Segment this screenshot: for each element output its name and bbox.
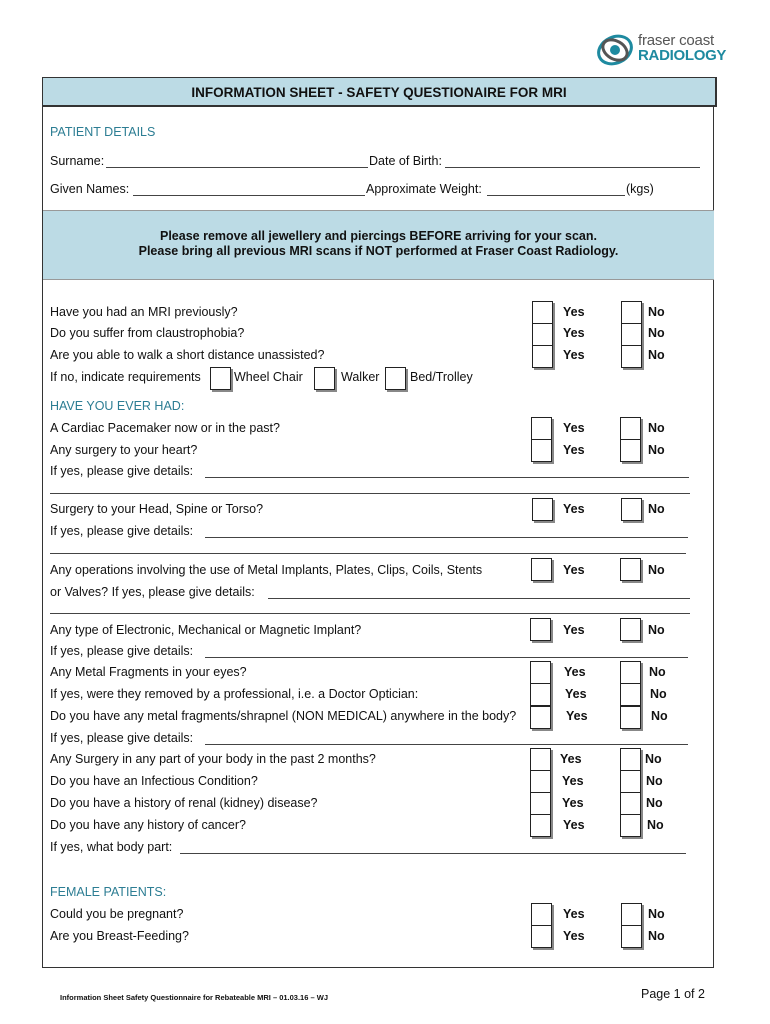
no-label: No [648, 563, 665, 577]
yes-label: Yes [563, 907, 585, 921]
surgery-2m-no-checkbox[interactable] [620, 748, 641, 771]
yes-label: Yes [564, 665, 586, 679]
yes-label: Yes [562, 774, 584, 788]
walker-checkbox[interactable] [314, 367, 335, 390]
details-field-1[interactable] [205, 477, 689, 478]
walk-yes-checkbox[interactable] [532, 345, 553, 368]
q-renal: Do you have a history of renal (kidney) disease? [50, 796, 318, 810]
no-label: No [650, 687, 667, 701]
q-cancer: Do you have any history of cancer? [50, 818, 246, 832]
q-head-spine-torso: Surgery to your Head, Spine or Torso? [50, 502, 264, 516]
details-label-5: If yes, please give details: [50, 731, 194, 745]
no-label: No [648, 623, 665, 637]
surgery-2m-yes-checkbox[interactable] [530, 748, 551, 771]
patient-details-heading: PATIENT DETAILS [50, 125, 156, 139]
details-label-1: If yes, please give details: [50, 464, 194, 478]
q-metal-implants-2: or Valves? If yes, please give details: [50, 585, 255, 599]
head-spine-no-checkbox[interactable] [621, 498, 642, 521]
q-pacemaker: A Cardiac Pacemaker now or in the past? [50, 421, 280, 435]
yes-label: Yes [563, 563, 585, 577]
renal-yes-checkbox[interactable] [530, 792, 551, 815]
no-label: No [647, 818, 664, 832]
surname-field[interactable] [106, 167, 368, 168]
q-electronic-implant: Any type of Electronic, Mechanical or Magnetic Implant? [50, 623, 362, 637]
yes-label: Yes [563, 326, 585, 340]
cancer-no-checkbox[interactable] [620, 814, 641, 837]
yes-label: Yes [563, 929, 585, 943]
logo-mark-icon [596, 30, 636, 70]
yes-label: Yes [563, 623, 585, 637]
no-label: No [651, 709, 668, 723]
q-metal-fragments-eyes: Any Metal Fragments in your eyes? [50, 665, 247, 679]
bed-trolley-label: Bed/Trolley [410, 370, 473, 384]
walk-no-checkbox[interactable] [621, 345, 642, 368]
details-field-2b[interactable] [50, 553, 686, 554]
heart-surgery-yes-checkbox[interactable] [531, 439, 552, 462]
body-part-field[interactable] [180, 853, 686, 854]
details-field-3b[interactable] [50, 613, 690, 614]
heart-surgery-no-checkbox[interactable] [620, 439, 641, 462]
head-spine-yes-checkbox[interactable] [532, 498, 553, 521]
claustrophobia-yes-checkbox[interactable] [532, 323, 553, 346]
shrapnel-yes-checkbox[interactable] [530, 706, 551, 729]
q-if-no-requirements: If no, indicate requirements [50, 370, 201, 384]
page-title: INFORMATION SHEET - SAFETY QUESTIONAIRE FOR MRI [42, 77, 717, 107]
q-pregnant: Could you be pregnant? [50, 907, 184, 921]
q-walk-unassisted: Are you able to walk a short distance unassisted? [50, 348, 325, 362]
pacemaker-yes-checkbox[interactable] [531, 417, 552, 440]
yes-label: Yes [563, 348, 585, 362]
details-field-2[interactable] [205, 537, 688, 538]
dob-label: Date of Birth: [369, 154, 442, 168]
body-part-label: If yes, what body part: [50, 840, 173, 854]
details-field-3[interactable] [268, 598, 690, 599]
logo-line2: RADIOLOGY [638, 47, 727, 64]
weight-field[interactable] [487, 195, 625, 196]
q-claustrophobia: Do you suffer from claustrophobia? [50, 326, 245, 340]
fragments-eyes-yes-checkbox[interactable] [530, 661, 551, 684]
given-names-label: Given Names: [50, 182, 130, 196]
q-metal-implants: Any operations involving the use of Metal Implants, Plates, Clips, Coils, Stents [50, 563, 483, 577]
bed-trolley-checkbox[interactable] [385, 367, 406, 390]
fragments-eyes-no-checkbox[interactable] [620, 661, 641, 684]
banner-line-2: Please bring all previous MRI scans if NOT performed at Fraser Coast Radiology. [138, 244, 619, 258]
no-label: No [649, 665, 666, 679]
no-label: No [648, 502, 665, 516]
pacemaker-no-checkbox[interactable] [620, 417, 641, 440]
weight-label: Approximate Weight: [366, 182, 482, 196]
removed-yes-checkbox[interactable] [530, 683, 551, 706]
no-label: No [648, 326, 665, 340]
details-label-2: If yes, please give details: [50, 524, 194, 538]
kgs-label: (kgs) [626, 182, 654, 196]
yes-label: Yes [560, 752, 582, 766]
implants-no-checkbox[interactable] [620, 558, 641, 581]
no-label: No [648, 348, 665, 362]
q-removed-by-professional: If yes, were they removed by a professional, i.e. a Doctor Optician: [50, 687, 419, 701]
no-label: No [648, 421, 665, 435]
q-breast-feeding: Are you Breast-Feeding? [50, 929, 189, 943]
electronic-no-checkbox[interactable] [620, 618, 641, 641]
wheelchair-label: Wheel Chair [234, 370, 303, 384]
yes-label: Yes [563, 305, 585, 319]
no-label: No [648, 929, 665, 943]
footer-reference: Information Sheet Safety Questionnaire for Rebateable MRI – 01.03.16 – WJ [60, 993, 328, 1002]
q-infectious: Do you have an Infectious Condition? [50, 774, 258, 788]
no-label: No [648, 907, 665, 921]
cancer-yes-checkbox[interactable] [530, 814, 551, 837]
yes-label: Yes [563, 421, 585, 435]
logo-line1: fraser coast [638, 32, 714, 49]
no-label: No [645, 752, 662, 766]
renal-no-checkbox[interactable] [620, 792, 641, 815]
pregnant-no-checkbox[interactable] [621, 903, 642, 926]
electronic-yes-checkbox[interactable] [530, 618, 551, 641]
wheelchair-checkbox[interactable] [210, 367, 231, 390]
surname-label: Surname: [50, 154, 105, 168]
breastfeeding-no-checkbox[interactable] [621, 925, 642, 948]
q-mri-previously: Have you had an MRI previously? [50, 305, 238, 319]
female-patients-heading: FEMALE PATIENTS: [50, 885, 167, 899]
mri-previously-yes-checkbox[interactable] [532, 301, 553, 324]
yes-label: Yes [563, 443, 585, 457]
q-surgery-2-months: Any Surgery in any part of your body in the past 2 months? [50, 752, 376, 766]
breastfeeding-yes-checkbox[interactable] [531, 925, 552, 948]
no-label: No [646, 796, 663, 810]
page-number: Page 1 of 2 [641, 987, 705, 1001]
yes-label: Yes [563, 502, 585, 516]
yes-label: Yes [566, 709, 588, 723]
details-field-5[interactable] [205, 744, 688, 745]
shrapnel-no-checkbox[interactable] [620, 706, 641, 729]
no-label: No [646, 774, 663, 788]
infectious-yes-checkbox[interactable] [530, 770, 551, 793]
q-shrapnel: Do you have any metal fragments/shrapnel (NON MEDICAL) anywhere in the body? [50, 709, 517, 723]
infectious-no-checkbox[interactable] [620, 770, 641, 793]
claustrophobia-no-checkbox[interactable] [621, 323, 642, 346]
ever-had-heading: HAVE YOU EVER HAD: [50, 399, 185, 413]
q-heart-surgery: Any surgery to your heart? [50, 443, 198, 457]
logo [596, 30, 728, 70]
given-names-field[interactable] [133, 195, 365, 196]
pregnant-yes-checkbox[interactable] [531, 903, 552, 926]
yes-label: Yes [565, 687, 587, 701]
removed-no-checkbox[interactable] [620, 683, 641, 706]
instructions-banner [43, 210, 714, 280]
yes-label: Yes [562, 796, 584, 810]
details-label-4: If yes, please give details: [50, 644, 194, 658]
mri-previously-no-checkbox[interactable] [621, 301, 642, 324]
details-field-1b[interactable] [50, 493, 690, 494]
dob-field[interactable] [445, 167, 700, 168]
no-label: No [648, 305, 665, 319]
details-field-4[interactable] [205, 657, 688, 658]
no-label: No [648, 443, 665, 457]
banner-line-1: Please remove all jewellery and piercings BEFORE arriving for your scan. [160, 229, 597, 243]
walker-label: Walker [341, 370, 380, 384]
implants-yes-checkbox[interactable] [531, 558, 552, 581]
yes-label: Yes [563, 818, 585, 832]
